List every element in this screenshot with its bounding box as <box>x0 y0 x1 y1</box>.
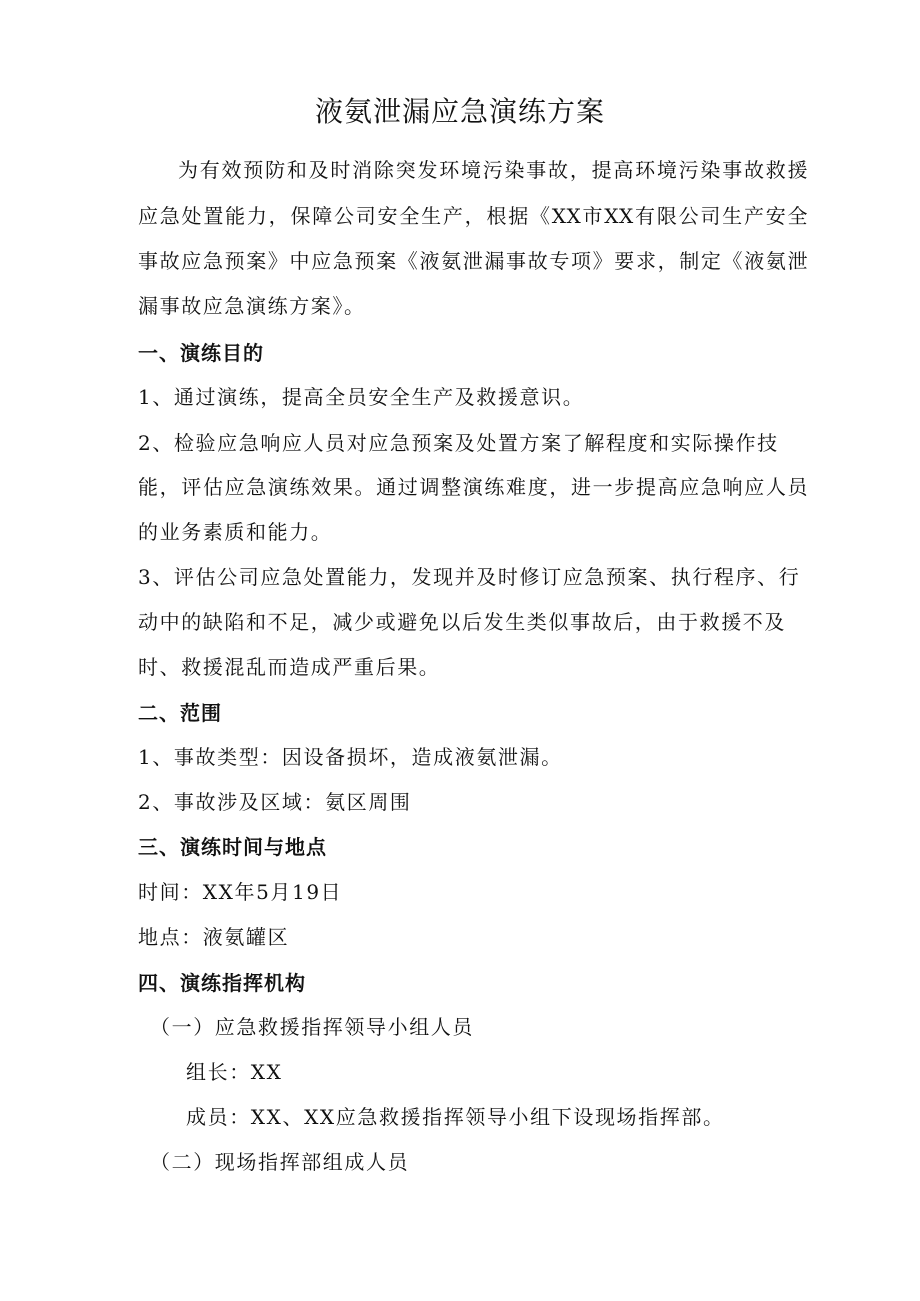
purpose-item-3-line-3: 时、救援混乱而造成严重后果。 <box>138 655 441 679</box>
purpose-item-2-line-2: 能，评估应急演练效果。通过调整演练难度，进一步提高应急响应人员 <box>138 475 808 499</box>
section-heading-time-place: 三、演练时间与地点 <box>138 835 327 859</box>
scope-item-2: 2、事故涉及区域：氨区周围 <box>138 790 412 814</box>
purpose-item-1: 1、通过演练，提高全员安全生产及救援意识。 <box>138 385 585 409</box>
intro-line-4: 漏事故应急演练方案》。 <box>138 294 366 318</box>
drill-time: 时间：XX年5月19日 <box>138 880 343 904</box>
purpose-item-2-line-1: 2、检验应急响应人员对应急预案及处置方案了解程度和实际操作技 <box>138 431 779 455</box>
command-subheading-1: （一）应急救援指挥领导小组人员 <box>150 1015 474 1039</box>
purpose-item-2-line-3: 的业务素质和能力。 <box>138 520 333 544</box>
purpose-item-3-line-2: 动中的缺陷和不足，减少或避免以后发生类似事故后，由于救援不及 <box>138 610 786 634</box>
section-heading-purpose: 一、演练目的 <box>138 341 264 365</box>
section-heading-scope: 二、范围 <box>138 701 222 725</box>
drill-place: 地点：液氨罐区 <box>138 925 290 949</box>
intro-line-2: 应急处置能力，保障公司安全生产，根据《XX市XX有限公司生产安全 <box>138 204 808 228</box>
section-heading-command: 四、演练指挥机构 <box>138 971 306 995</box>
document-title: 液氨泄漏应急演练方案 <box>314 95 605 128</box>
purpose-item-3-line-1: 3、评估公司应急处置能力，发现并及时修订应急预案、执行程序、行 <box>138 565 801 589</box>
group-leader: 组长：XX <box>186 1060 283 1084</box>
intro-line-1: 为有效预防和及时消除突发环境污染事故，提高环境污染事故救援 <box>178 158 808 182</box>
group-members: 成员：XX、XX应急救援指挥领导小组下设现场指挥部。 <box>186 1105 725 1129</box>
intro-line-3: 事故应急预案》中应急预案《液氨泄漏事故专项》要求，制定《液氨泄 <box>138 249 808 273</box>
command-subheading-2: （二）现场指挥部组成人员 <box>150 1150 410 1174</box>
scope-item-1: 1、事故类型：因设备损坏，造成液氨泄漏。 <box>138 745 563 769</box>
